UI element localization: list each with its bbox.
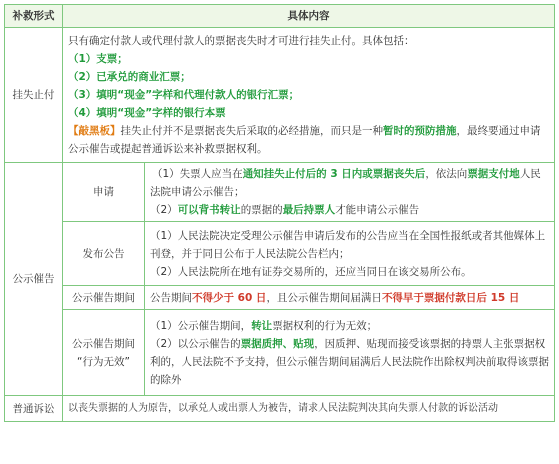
label-publish: 发布公告 [63, 222, 145, 286]
label-loss-stop-payment: 挂失止付 [5, 28, 63, 163]
loss-note: 【敲黑板】挂失止付并不是票据丧失后采取的必经措施，而只是一种暂时的预防措施，最终要通过申请公示催告或提起普通诉讼来补救票据权利。 [68, 125, 541, 155]
loss-item-4: （4）填明“现金”字样的银行本票 [68, 107, 226, 119]
header-content: 具体内容 [63, 5, 555, 28]
loss-intro: 只有确定付款人或代理付款人的票据丧失时才可进行挂失止付。具体包括： [68, 35, 415, 47]
row-loss-stop-payment [5, 28, 555, 163]
invalid-content [145, 310, 555, 396]
lawsuit-content: 以丧失票据的人为原告，以承兑人或出票人为被告，请求人民法院判决其向失票人付款的诉讼活动 [63, 396, 555, 422]
apply-line-2: （2）可以背书转让的票据的最后持票人才能申请公示催告 [150, 204, 420, 216]
publish-content [145, 222, 555, 286]
remedy-table [4, 4, 555, 422]
table-header-row [5, 5, 555, 28]
period-content: 公告期间不得少于 60 日，且公示催告期间届满日不得早于票据付款日后 15 日 [145, 286, 555, 310]
label-apply: 申请 [63, 163, 145, 222]
loss-item-1: （1）支票； [68, 53, 128, 65]
label-period: 公示催告期间 [63, 286, 145, 310]
row-invalid [5, 310, 555, 396]
loss-item-3: （3）填明“现金”字样和代理付款人的银行汇票； [68, 89, 300, 101]
note-highlight: 暂时的预防措施 [383, 125, 457, 137]
loss-content [63, 28, 555, 163]
apply-line-1: （1）失票人应当在通知挂失止付后的 3 日内或票据丧失后，依法向票据支付地人民法院申请公示催告； [150, 168, 541, 198]
row-publish [5, 222, 555, 286]
label-invalid: 公示催告期间 “行为无效” [63, 310, 145, 396]
note-tag: 【敲黑板】 [68, 125, 121, 137]
invalid-line-2: （2）以公示催告的票据质押、贴现，因质押、贴现而接受该票据的持票人主张票据权利的，人民法院不予支持，但公示催告期间届满后人民法院作出除权判决前取得该票据的除外 [150, 337, 549, 386]
row-period [5, 286, 555, 310]
loss-item-2: （2）已承兑的商业汇票； [68, 71, 191, 83]
row-lawsuit [5, 396, 555, 422]
row-apply [5, 163, 555, 222]
invalid-line-1: （1）公示催告期间，转让票据权利的行为无效； [150, 319, 378, 332]
publish-line-1: （1）人民法院决定受理公示催告申请后发布的公告应当在全国性报纸或者其他媒体上刊登，并于同日公布于人民法院公告栏内； [150, 229, 546, 260]
apply-content [145, 163, 555, 222]
label-public-notice: 公示催告 [5, 163, 63, 396]
label-lawsuit: 普通诉讼 [5, 396, 63, 422]
header-remedy-form: 补救形式 [5, 5, 63, 28]
publish-line-2: （2）人民法院所在地有证券交易所的，还应当同日在该交易所公布。 [150, 265, 472, 278]
